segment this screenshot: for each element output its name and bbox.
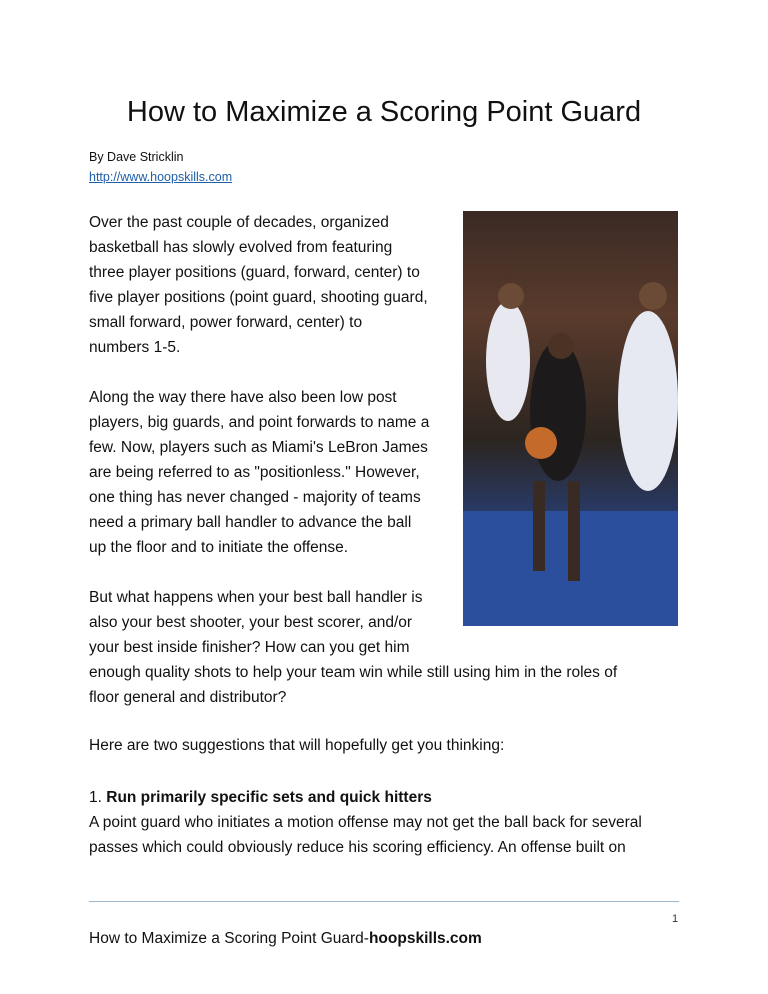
page-title: How to Maximize a Scoring Point Guard — [126, 96, 642, 128]
footer-text: How to Maximize a Scoring Point Guard-hoopskills.com — [89, 930, 482, 947]
website-link[interactable]: http://www.hoopskills.com — [89, 170, 233, 184]
basketball-photo — [463, 211, 678, 626]
section-heading: Run primarily specific sets and quick hitters — [106, 789, 432, 806]
footer-brand: hoopskills.com — [368, 930, 482, 947]
paragraph-4: Here are two suggestions that will hopefully get you thinking: — [89, 737, 505, 754]
section-1: 1. Run primarily specific sets and quick hitters A point guard who initiates a motion offense may not get the ball back for several passes which could obviously reduce his scoring efficiency. An offense built on — [89, 789, 642, 856]
paragraph-2: Along the way there have also been low post players, big guards, and point forwards to name a few. Now, players such as Miami's LeBron James are being referred to as "positionless." However, one thing has never changed - majority of teams need a primary ball handler to advance the ball up the floor and to initiate the offense. — [89, 389, 430, 556]
footer-divider — [89, 901, 679, 902]
author-byline: By Dave Stricklin — [89, 150, 184, 164]
paragraph-1: Over the past couple of decades, organized basketball has slowly evolved from featuring three player positions (guard, forward, center) to five player positions (point guard, shooting guard, small forward, power forward, center) to numbers 1-5. — [89, 214, 428, 356]
page-number: 1 — [672, 913, 679, 925]
section-number: 1. — [89, 789, 102, 806]
paragraph-3: But what happens when your best ball handler is also your best shooter, your best scorer, and/or your best inside finisher? How can you get him enough quality shots to help your team win while still using him in the roles of floor general and distributor? — [89, 589, 618, 706]
